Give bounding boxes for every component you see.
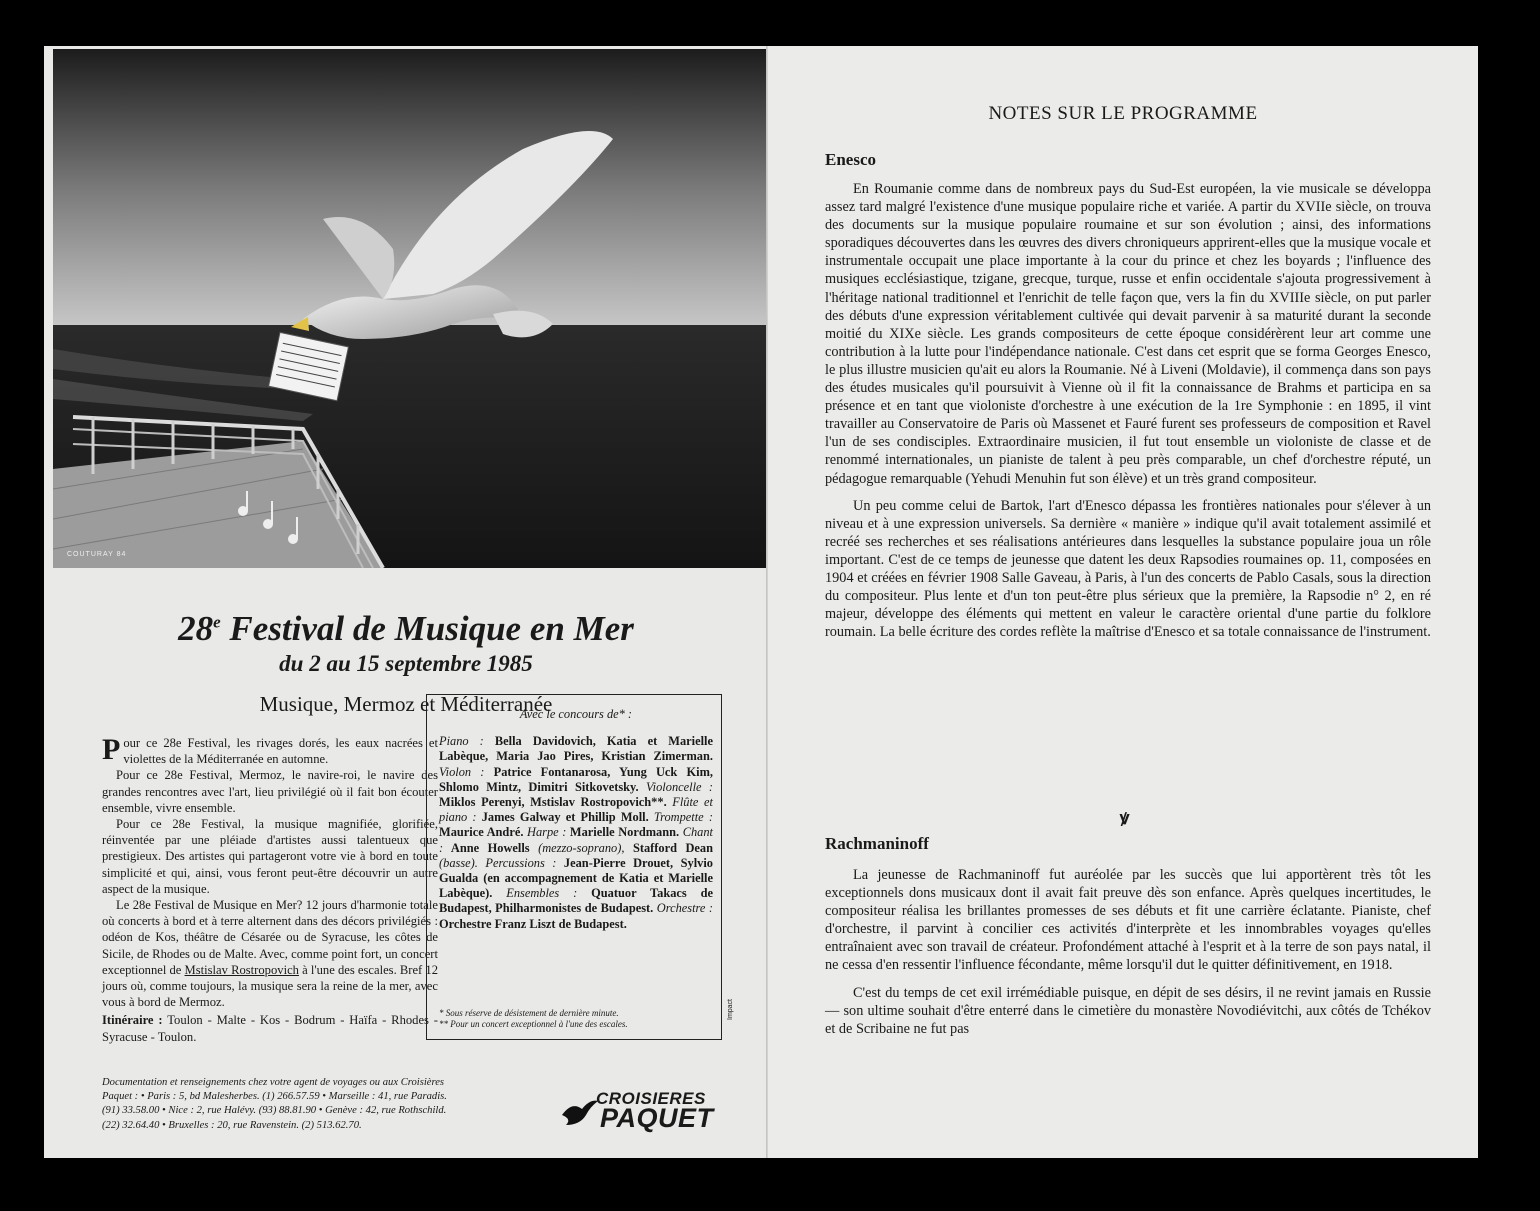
names-violoncelle: Miklos Perenyi, Mstislav Rostropovich**. [439,795,667,810]
names-ensembles: Quatuor Takacs de Budapest, Philharmonistes de Budapest. [439,886,714,916]
festival-number: 28 [178,609,214,648]
names-violon: Patrice Fontanarosa, Yung Uck Kim, Shlomo Mintz, Dimitri Sitkovetsky. [439,764,713,794]
contact-line-1: Documentation et renseignements chez votre agent de voyages ou aux Croisières [102,1077,445,1088]
role-violon: Violon : [439,764,485,779]
rachmaninoff-paragraph-2: C'est du temps de cet exil irrémédiable puisque, en dépit de ses désirs, il ne revint jamais en Russie — son ultime souhait d'être enterré dans le cimetière du monastère Novodiévitchi, aux côtés de Tchékov et de Scribaine ne fut pas [825,984,1431,1037]
contact-line-3: (91) 33.58.00 • Nice : 2, rue Halévy. (93) 88.81.90 • Genève : 42, rue Rothschild. [102,1105,447,1117]
festival-dates: du 2 au 15 septembre 1985 [279,651,533,676]
contact-line-2: Paquet : • Paris : 5, bd Malesherbes. (1) 266.57.59 • Marseille : 41, rue Paradis. [102,1091,447,1103]
role-percussions: (basse). Percussions : [439,855,557,870]
brand-top: CROISIERES [596,1089,706,1108]
rachmaninoff-heading: Rachmaninoff [825,834,929,853]
intro-p1-text: our ce 28e Festival, les rivages dorés, les eaux nacrées et violettes de la Méditerranée en automne. [123,736,438,767]
role-harpe: Harpe : [527,825,567,840]
intro-p4-a: Le 28e Festival de Musique en Mer? 12 jours d'harmonie totale où concerts à bord et à terre alternent dans des décors privilégiés : odéon de Kos, théâtre de Césarée ou de Syracuse, les côtes de Sicile, de Rhodes ou de Malte. Avec, comme point fort, un concert exceptionnel de [102,898,438,977]
art-credit: COUTURAY 84 [67,551,127,558]
role-orchestre: Orchestre : [656,901,714,916]
names-harpe: Marielle Nordmann. [569,825,680,840]
rachmaninoff-text [825,866,1431,1038]
names-mezzo: Stafford Dean [632,840,713,855]
names-chant: Anne Howells [450,840,530,855]
intro-paragraph-1 [102,735,438,767]
names-percussions: Jean-Pierre Drouet, Sylvio Gualda (en accompagnement de Katia et Marielle Labèque). [439,855,713,901]
croisieres-paquet-logo [560,1089,740,1137]
role-chant: Chant : [439,825,713,855]
role-piano: Piano : [439,734,484,749]
role-trompette: Trompette : [653,810,713,825]
names-flute: James Galway et Phillip Moll. [481,810,649,825]
intro-column [102,735,438,1045]
rachmaninoff-paragraph-1: La jeunesse de Rachmaninoff fut auréolée par les succès que lui apportèrent très tôt les exceptionnels dons musicaux dont il avait fait preuve dès son enfance. Après quelques incertitudes, le compositeur réalisa les brillantes promesses de ses débuts et fit une carrière éclatante. Pianiste, chef d'orchestre, il parvint à concilier ces activités d'interprète et les innombrables voyages qu'elles entraînaient avec son travail de créateur. Profondément attaché à l'esprit et à la terre de son pays natal, il ne cessa d'en ressentir l'influence fécondante, même lorsqu'il dut le quitter définitivement, en 1918. [825,867,1431,974]
intro-paragraph-2: Pour ce 28e Festival, Mermoz, le navire-roi, le navire des grandes rencontres avec l'art, lieu privilégié où il fait bon écouter ensemble, vivre ensemble. [102,768,438,815]
intro-paragraph-4 [102,897,438,1010]
role-violoncelle: Violoncelle : [646,779,713,794]
itinerary-label: Itinéraire : [102,1013,163,1028]
program-notes-title: NOTES SUR LE PROGRAMME [988,103,1258,124]
section-ornament: ꝟ [1120,808,1130,828]
imprint-mark: Impact [727,998,734,1020]
left-page [44,46,768,1158]
artists-box-heading: Avec le concours de* : [519,707,633,721]
intro-p4-b: à l'une des escales. Bref 12 jours où, comme toujours, la musique sera la reine de la mer, avec vous à bord de Mermoz. [102,962,438,1010]
box-note-1: * Sous réserve de désistement de dernière minute. [439,1008,619,1018]
artists-box [426,694,722,1040]
enesco-heading: Enesco [825,150,876,169]
bird-logo-icon [560,1095,600,1131]
box-note-2: ** Pour un concert exceptionnel à l'une des escales. [439,1019,628,1029]
rostropovich-name: Mstislav Rostropovich [184,962,299,977]
festival-subtitle: Musique, Mermoz et Méditerranée [259,692,553,716]
contact-footer [102,1076,542,1133]
names-trompette: Maurice André. [439,825,524,840]
festival-ordinal: e [213,612,221,632]
festival-title [44,609,768,649]
intro-paragraph-3: Pour ce 28e Festival, la musique magnifiée, glorifiée, réinventée par une pléiade d'artistes aussi talentueux que prestigieux. Des artistes qui partageront votre vie à bord en toute simplicité et qui, ainsi, vous feront peut-être découvrir un autre aspect de la musique. [102,817,438,896]
dropcap: P [102,733,121,766]
right-page [768,46,1478,1158]
artists-box-notes [439,1008,628,1030]
illustration-svg [53,49,767,568]
role-flute: Flûte et piano : [439,795,713,825]
itinerary [102,1012,438,1044]
contact-line-4: (22) 32.64.40 • Bruxelles : 20, rue Ravenstein. (2) 513.62.70. [102,1119,362,1131]
festival-title-text: Festival de Musique en Mer [229,609,634,648]
names-orchestre: Orchestre Franz Liszt de Budapest. [439,916,627,931]
enesco-paragraph-1: En Roumanie comme dans de nombreux pays du Sud-Est européen, la vie musicale se développa assez tard malgré l'existence d'une musique populaire riche et variée. A partir du XVIIe siècle, on trouva des documents sur la musique populaire roumaine et sur son évolution ; ainsi, des informations sporadiques découvertes dans les œuvres des divers chroniqueurs apprirent-elles que la musique vocale et instrumentale occupait une place importante à la cour du prince et chez les boyards ; l'influence des musiques ecclésiastique, tzigane, grecque, turque, russe et enfin occidentale s'ajouta progressivement à l'héritage national traditionnel et l'enrichit de telle façon que, vers la fin du XVIIIe siècle, on put parler des débuts d'une expression véritablement cultivée qui devait parvenir à sa maturité durant la seconde moitié du XIXe siècle. Les grands compositeurs de cette époque considérèrent leur art comme une contribution à la lutte pour l'indépendance nationale. C'est dans cet esprit que se forma Georges Enesco, le plus illustre musicien qu'ait eu alors la Roumanie. Né à Liveni (Moldavie), il commença dans son pays des études musicales qu'il poursuivit à Vienne où il fit la connaissance de Brahms et participa en sa présence et en tant que violoniste d'orchestre à une exécution de la 1re Symphonie : en 1895, il vint travailler au Conservatoire de Paris où Massenet et Fauré furent ses professeurs de composition et Ravel l'un de ses condisciples. Extraordinaire musicien, il fut tout ensemble un violoniste de classe et de renommé internationales, un pianiste de talent à peu près comparable, un chef d'orchestre réputé, un pédagogue remarquable (Yehudi Menuhin fut son élève) et un très grand compositeur. [825,181,1431,487]
artists-list [439,734,713,932]
itinerary-stops: Toulon - Malte - Kos - Bodrum - Haïfa - Rhodes - Syracuse - Toulon. [102,1013,438,1044]
role-mezzo: (mezzo-soprano), [538,840,625,855]
enesco-text [825,180,1431,641]
brand-bottom: PAQUET [600,1103,714,1133]
seagull-ship-illustration [53,49,767,568]
enesco-paragraph-2: Un peu comme celui de Bartok, l'art d'Enesco dépassa les frontières nationales pour s'élever à un niveau et à une expression universels. Sa dernière « manière » indique qu'il avait totalement assimilé et recréé ses recherches et ses réalisations antérieures dans lesquelles la substance populaire joua un rôle important. C'est de ce temps de jeunesse que datent les deux Rapsodies roumaines op. 11, composées en 1904 et créées en février 1908 Salle Gaveau, à Paris, à l'un des concerts de Pablo Casals, sous la direction du compositeur. Plus lente et d'un ton peut-être plus sérieux que la première, la Rapsodie n° 2, en ré majeur, développe des éléments qui mettent en valeur le caractère oriental d'une partie du folklore roumain. La belle écriture des cordes reflète la maîtrise d'Enesco et sa totale connaissance de l'instrument. [825,497,1431,641]
role-ensembles: Ensembles : [506,886,578,901]
names-piano: Bella Davidovich, Katia et Marielle Labèque, Maria Jao Pires, Kristian Zimerman. [439,734,714,764]
